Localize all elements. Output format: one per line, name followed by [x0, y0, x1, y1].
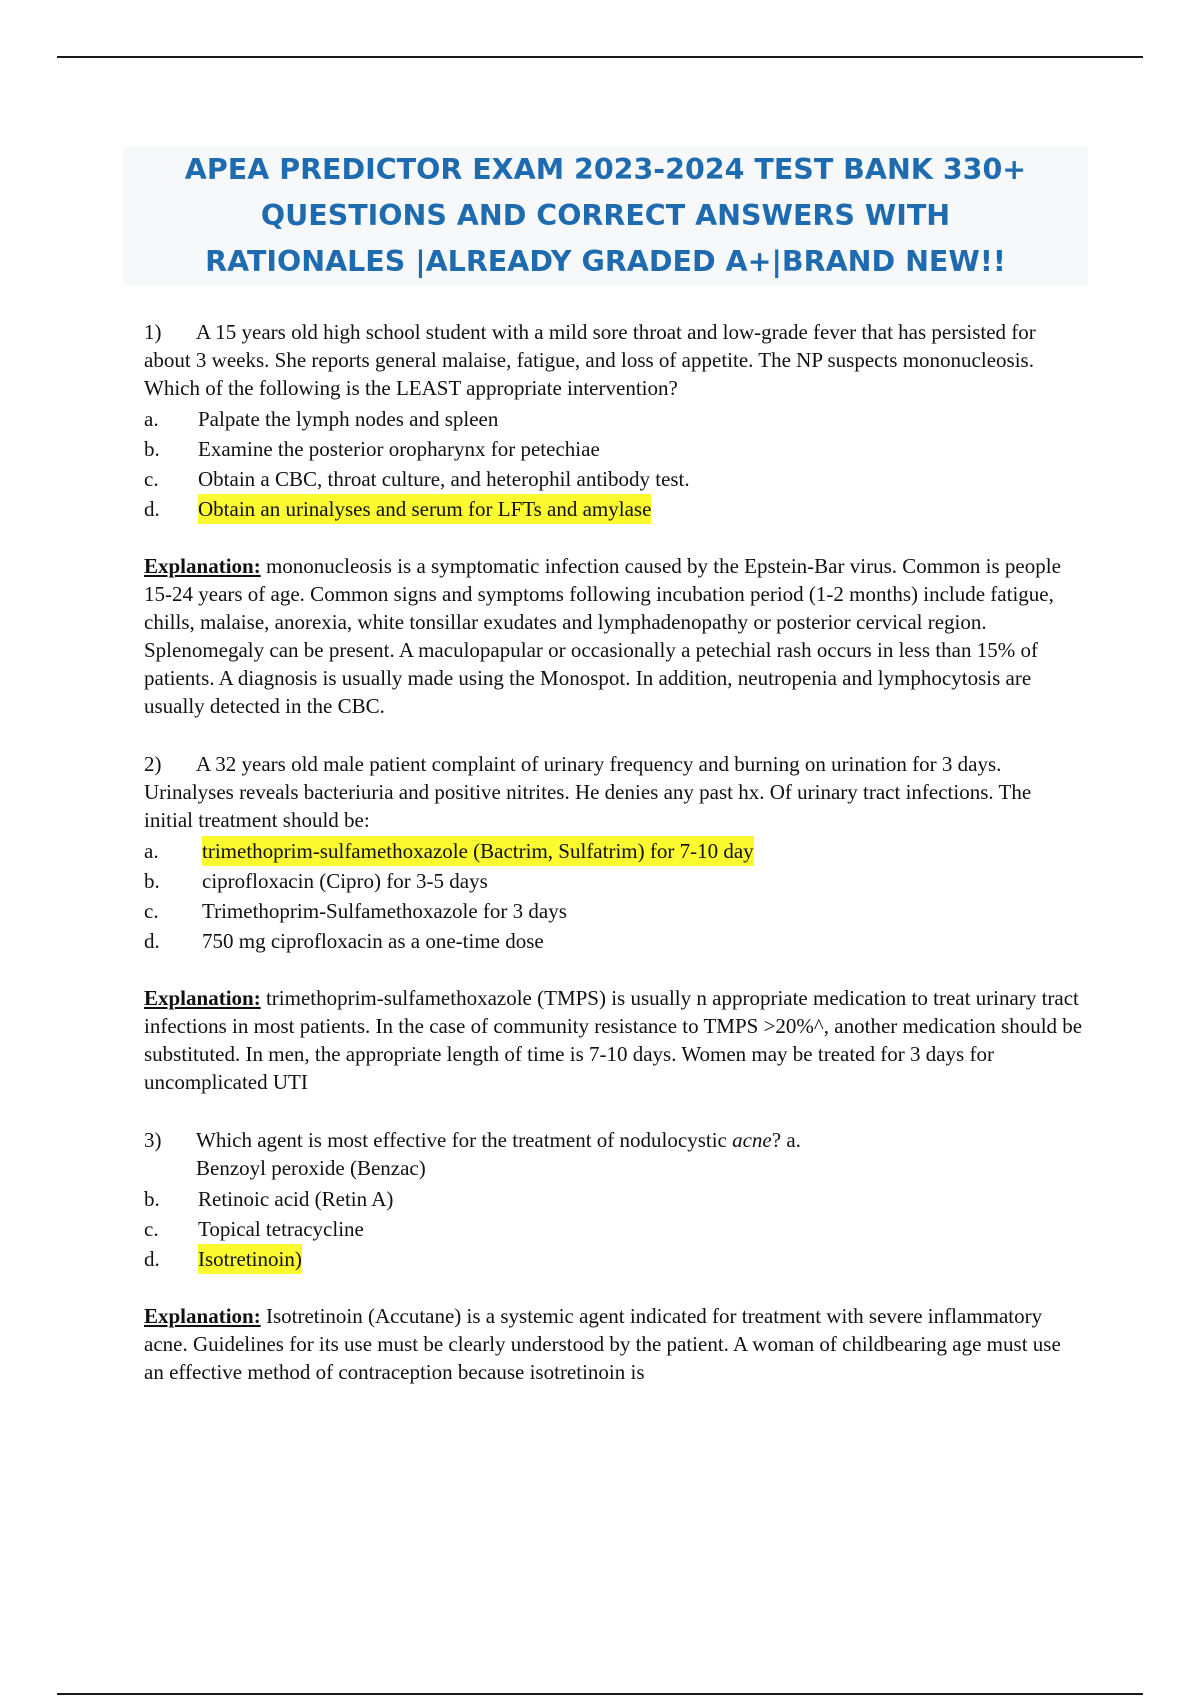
highlighted-answer: Isotretinoin) [198, 1244, 302, 1274]
option-text: Palpate the lymph nodes and spleen [198, 407, 499, 431]
explanation [144, 1302, 1084, 1386]
answer-option-d-correct [144, 494, 1084, 524]
answer-option-a-correct [144, 836, 1084, 866]
question-italic-term: acne [732, 1128, 772, 1152]
question-number: 3) [144, 1128, 162, 1152]
explanation-label: Explanation: [144, 986, 261, 1010]
option-letter: b. [144, 1187, 160, 1211]
option-letter: d. [144, 1247, 160, 1271]
option-text: 750 mg ciprofloxacin as a one-time dose [202, 929, 544, 953]
answer-option-b [144, 434, 1084, 464]
answer-option-a [144, 404, 1084, 434]
answer-option-a-inline: Benzoyl peroxide (Benzac) [196, 1156, 426, 1180]
question-2 [144, 750, 1084, 1096]
question-text: A 15 years old high school student with a mild sore throat and low-grade fever that has persisted for about 3 weeks. She reports general malaise, fatigue, and loss of appetite. The NP suspects mononucleosis. Which of the following is the LEAST appropriate intervention? [144, 320, 1036, 400]
option-text: Examine the posterior oropharynx for petechiae [198, 437, 600, 461]
answer-options [144, 404, 1084, 524]
highlighted-answer: Obtain an urinalyses and serum for LFTs and amylase [198, 494, 651, 524]
answer-option-b [144, 866, 1084, 896]
explanation-text: trimethoprim-sulfamethoxazole (TMPS) is usually n appropriate medication to treat urinary tract infections in most patients. In the case of community resistance to TMPS >20%^, another medication should be substituted. In men, the appropriate length of time is 7-10 days. Women may be treated for 3 days for uncomplicated UTI [144, 986, 1083, 1094]
option-letter: c. [144, 899, 159, 923]
question-3 [144, 1126, 1084, 1386]
question-stem [144, 1126, 1084, 1154]
top-rule [57, 56, 1143, 58]
bottom-rule [57, 1693, 1143, 1695]
answer-option-b [144, 1184, 1084, 1214]
title-line: QUESTIONS AND CORRECT ANSWERS WITH [260, 199, 951, 232]
question-number: 2) [144, 752, 162, 776]
answer-options [144, 836, 1084, 956]
question-text: Which agent is most effective for the treatment of nodulocystic [196, 1128, 733, 1152]
explanation-text: mononucleosis is a symptomatic infection caused by the Epstein-Bar virus. Common is people 15-24 years of age. Common signs and symptoms following incubation period (1-2 months) include fatigue, chills, malaise, anorexia, white tonsillar exudates and lymphadenopathy or posterior cervical region. Splenomegaly can be present. A maculopapular or occasionally a petechial rash occurs in less than 15% of patients. A diagnosis is usually made using the Monospot. In addition, neutropenia and lymphocytosis are usually detected in the CBC. [144, 554, 1061, 718]
question-stem [144, 750, 1084, 834]
explanation [144, 552, 1084, 720]
answer-option-c [144, 1214, 1084, 1244]
answer-option-d [144, 926, 1084, 956]
option-letter: c. [144, 467, 159, 491]
document-body [144, 318, 1084, 1386]
option-letter: d. [144, 929, 160, 953]
document-title [123, 147, 1088, 285]
answer-options [144, 1184, 1084, 1274]
option-text: Trimethoprim-Sulfamethoxazole for 3 days [202, 899, 567, 923]
explanation-label: Explanation: [144, 554, 261, 578]
question-number: 1) [144, 320, 162, 344]
answer-option-d-correct [144, 1244, 1084, 1274]
option-text: Topical tetracycline [198, 1217, 364, 1241]
option-letter: d. [144, 497, 160, 521]
question-stem [144, 318, 1084, 402]
option-letter: b. [144, 437, 160, 461]
option-text: ciprofloxacin (Cipro) for 3-5 days [202, 869, 488, 893]
explanation-text: Isotretinoin (Accutane) is a systemic agent indicated for treatment with severe inflammatory acne. Guidelines for its use must be clearly understood by the patient. A woman of childbearing age must use an effective method of contraception because isotretinoin is [144, 1304, 1061, 1384]
option-letter: b. [144, 869, 160, 893]
question-text: A 32 years old male patient complaint of urinary frequency and burning on urination for 3 days. Urinalyses reveals bacteriuria and positive nitrites. He denies any past hx. Of urinary tract infections. The initial treatment should be: [144, 752, 1032, 832]
answer-option-c [144, 896, 1084, 926]
option-text: Retinoic acid (Retin A) [198, 1187, 394, 1211]
question-text-end: ? a. [771, 1128, 801, 1152]
option-letter: c. [144, 1217, 159, 1241]
title-line: RATIONALES |ALREADY GRADED A+|BRAND NEW!! [205, 245, 1006, 278]
question-1 [144, 318, 1084, 720]
option-letter: a. [144, 839, 159, 863]
explanation-label: Explanation: [144, 1304, 261, 1328]
option-letter: a. [144, 407, 159, 431]
title-line: APEA PREDICTOR EXAM 2023-2024 TEST BANK 330+ [184, 153, 1027, 186]
highlighted-answer: trimethoprim-sulfamethoxazole (Bactrim, Sulfatrim) for 7-10 day [202, 836, 754, 866]
option-text: Obtain a CBC, throat culture, and heterophil antibody test. [198, 467, 690, 491]
explanation [144, 984, 1084, 1096]
answer-option-c [144, 464, 1084, 494]
